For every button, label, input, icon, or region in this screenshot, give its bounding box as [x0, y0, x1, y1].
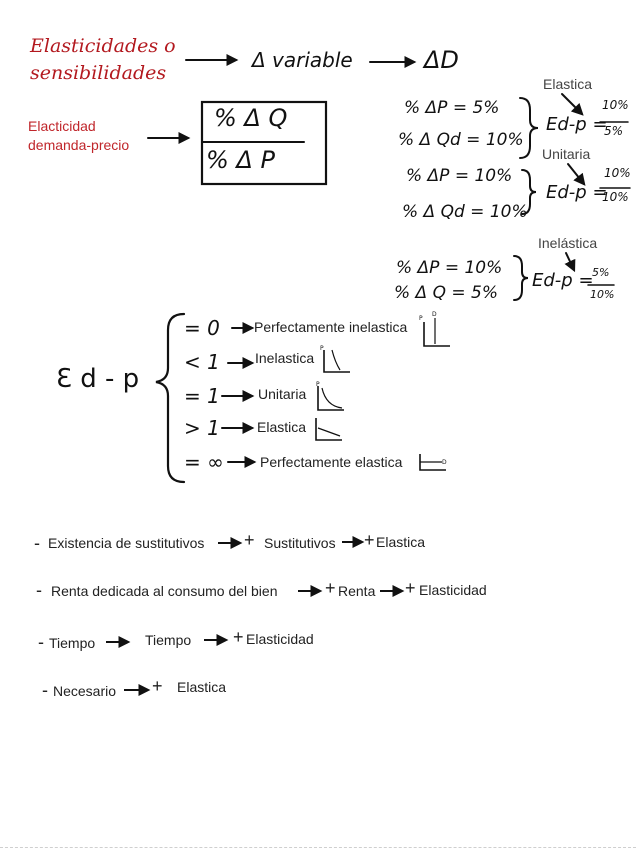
fraction-denominator: % Δ P [206, 146, 275, 174]
condition-4: > 1 [184, 416, 220, 440]
factor-1-mid-sign: + [244, 530, 255, 550]
factor-2-end-sign: + [405, 578, 416, 598]
arrow-unitaria-label [568, 164, 584, 184]
graph-1-p: P [419, 315, 423, 322]
example-1-den: 5% [604, 124, 624, 138]
factor-1-prefix: - [34, 533, 40, 553]
example-3-num: 5% [592, 266, 610, 279]
example-2-num: 10% [604, 166, 631, 180]
example-1-formula: Ed-p = [546, 114, 608, 135]
page-title: Elasticidades o sensibilidades [30, 35, 176, 84]
condition-3: = 1 [184, 384, 220, 408]
arrow-elastica-label [562, 94, 582, 114]
example-2-line-2: % Δ Qd = 10% [402, 202, 528, 222]
factor-1-end-sign: + [364, 530, 375, 550]
graph-1-d: D [432, 311, 437, 318]
example-3-formula: Ed-p = [532, 270, 594, 291]
graph-2-p: P [320, 345, 324, 352]
example-2-den: 10% [602, 190, 629, 204]
example-3-brace [514, 256, 528, 300]
factor-2-mid: Renta [338, 583, 376, 599]
example-3-type: Inelástica [538, 235, 598, 251]
example-3-line-2: % Δ Q = 5% [394, 283, 498, 303]
class-label-4: Elastica [257, 419, 307, 435]
factor-1-end: Elastica [376, 534, 426, 550]
graph-1-axes [424, 322, 450, 346]
class-label-1: Perfectamente inelastica [254, 319, 408, 335]
factor-4-mid-sign: + [152, 676, 163, 696]
arrow-inelastica-label [566, 253, 574, 270]
example-1-type: Elastica [543, 76, 593, 92]
class-label-5: Perfectamente elastica [260, 454, 403, 470]
example-2-formula: Ed-p = [546, 182, 608, 203]
factor-3-mid: Tiempo [145, 632, 192, 648]
graph-4-curve [318, 428, 340, 436]
condition-2: < 1 [184, 350, 220, 374]
example-2-brace [522, 170, 536, 214]
factor-3-prefix: - [38, 632, 44, 652]
class-label-3: Unitaria [258, 386, 307, 402]
graph-5-d: D [442, 459, 447, 466]
fraction-numerator: % Δ Q [214, 104, 288, 132]
graph-3-p: P [316, 381, 320, 388]
factor-2-mid-sign: + [325, 578, 336, 598]
condition-1: = 0 [184, 316, 220, 340]
factor-2-end: Elasticidad [419, 582, 487, 598]
factor-2-text: Renta dedicada al consumo del bien [51, 583, 278, 599]
definition-label: Elacticidad demanda-precio [28, 118, 130, 153]
example-2-line-1: % ΔP = 10% [406, 166, 513, 186]
delta-demand-text: ΔD [424, 46, 459, 74]
example-1-brace [520, 98, 538, 158]
graph-2-axes [324, 350, 350, 372]
factor-3-end: Elasticidad [246, 631, 314, 647]
graph-2-curve [332, 350, 340, 370]
example-3-den: 10% [590, 288, 615, 301]
example-1-num: 10% [602, 98, 629, 112]
example-1-line-1: % ΔP = 5% [404, 98, 500, 118]
factor-3-end-sign: + [233, 627, 244, 647]
factor-1-mid: Sustitutivos [264, 535, 336, 551]
graph-3-curve [322, 388, 342, 408]
classification-brace [156, 314, 184, 482]
example-3-line-1: % ΔP = 10% [396, 258, 503, 278]
factor-4-end: Elastica [177, 679, 227, 695]
condition-5: = ∞ [184, 450, 224, 474]
factor-1-text: Existencia de sustitutivos [48, 535, 205, 551]
factor-4-text: Necesario [53, 683, 117, 699]
factor-2-prefix: - [36, 580, 42, 600]
class-label-2: Inelastica [255, 350, 315, 366]
example-2-type: Unitaria [542, 146, 591, 162]
factor-3-text: Tiempo [49, 635, 96, 651]
delta-variable-text: Δ variable [252, 48, 353, 72]
example-1-line-2: % Δ Qd = 10% [398, 130, 524, 150]
factor-4-prefix: - [42, 680, 48, 700]
elasticity-symbol: Ɛ d - p [56, 364, 140, 394]
